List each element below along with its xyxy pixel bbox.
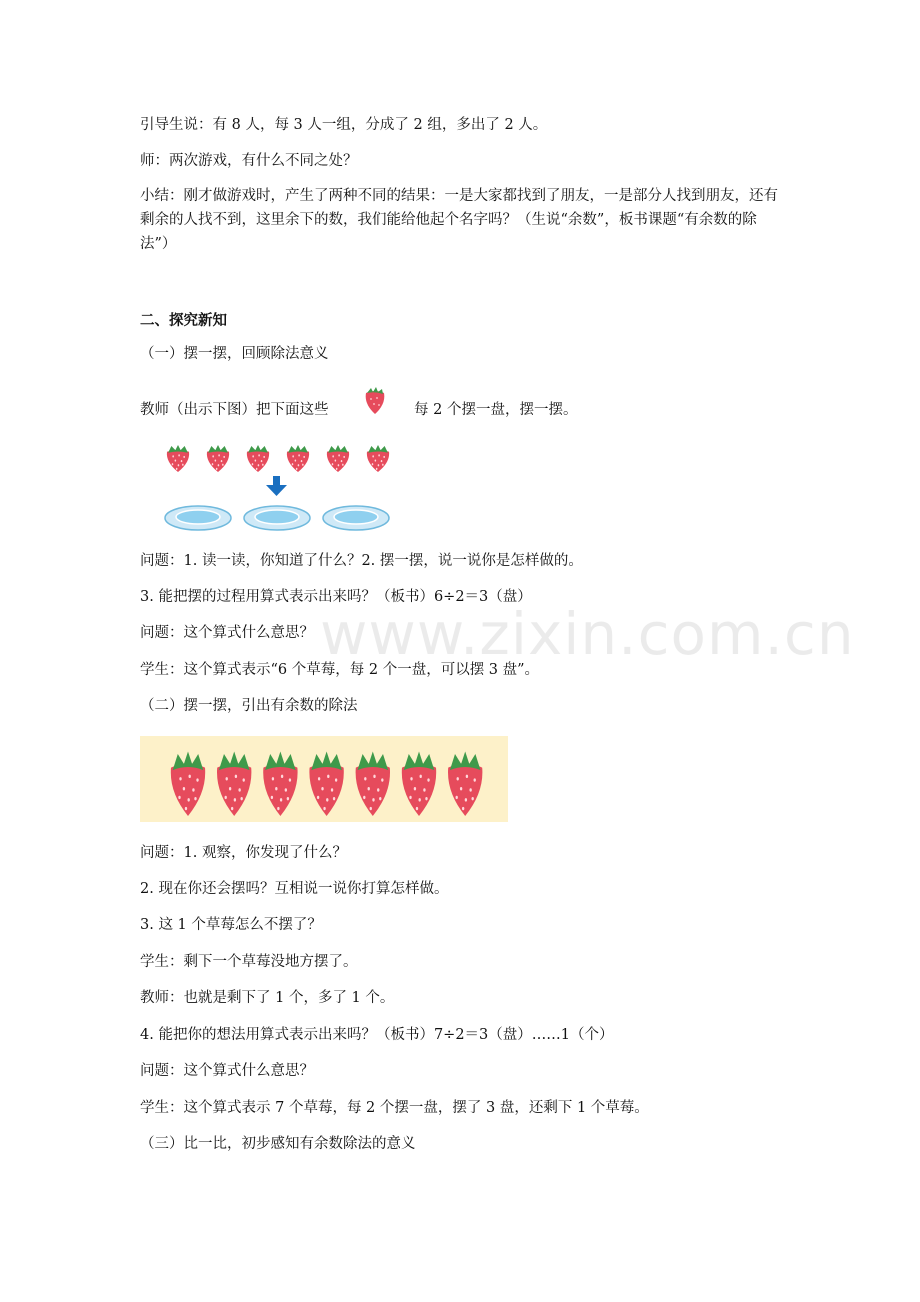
- strawberry-icon: [287, 445, 309, 472]
- strawberry-icon: [327, 445, 349, 472]
- paragraph-summary: 小结：刚才做游戏时，产生了两种不同的结果：一是大家都找到了朋友，一是部分人找到朋友，还有剩余的人找不到，这里余下的数，我们能给他起个名字吗？（生说“余数”，板书课题“有余数的除法”）: [140, 188, 778, 252]
- strawberry-row-box: [140, 736, 508, 822]
- plate-icon: [165, 506, 231, 530]
- question-meaning-1: 问题：这个算式什么意思？: [140, 625, 314, 641]
- strawberry-icon: [171, 752, 205, 816]
- paragraph-intro: 引导生说：有 8 人，每 3 人一组，分成了 2 组，多出了 2 人。: [140, 117, 548, 133]
- plate-icon: [244, 506, 310, 530]
- strawberry-icon: [263, 752, 297, 816]
- subsection-3-title: （三）比一比，初步感知有余数除法的意义: [140, 1136, 416, 1152]
- strawberries-to-plates-figure: [160, 440, 400, 534]
- watermark: www.zixin.com.cn: [320, 600, 855, 668]
- strawberry-icon: [402, 752, 436, 816]
- question-3b: 3. 这 1 个草莓怎么不摆了？: [140, 917, 322, 933]
- question-4: 4. 能把你的想法用算式表示出来吗？（板书）7÷2＝3（盘）……1（个）: [140, 1027, 614, 1043]
- strawberry-icon: [362, 386, 388, 416]
- subsection-2-title: （二）摆一摆，引出有余数的除法: [140, 698, 358, 714]
- strawberry-icon: [247, 445, 269, 472]
- student-answer-1: 学生：这个算式表示“6 个草莓，每 2 个一盘，可以摆 3 盘”。: [140, 662, 540, 678]
- arrow-down-icon: [266, 476, 287, 496]
- strawberry-icon: [217, 752, 251, 816]
- question-meaning-2: 问题：这个算式什么意思？: [140, 1063, 314, 1079]
- teacher-remark: 教师：也就是剩下了 1 个，多了 1 个。: [140, 990, 395, 1006]
- question-3: 3. 能把摆的过程用算式表示出来吗？（板书）6÷2＝3（盘）: [140, 589, 532, 605]
- strawberry-icon: [167, 445, 189, 472]
- strawberry-icon: [309, 752, 343, 816]
- student-answer-3: 学生：这个算式表示 7 个草莓，每 2 个摆一盘，摆了 3 盘，还剩下 1 个草莓。: [140, 1100, 649, 1116]
- strawberry-icon: [367, 445, 389, 472]
- teacher-intro-text: 教师（出示下图）把下面这些: [140, 402, 329, 418]
- question-observe: 问题：1. 观察，你发现了什么？: [140, 845, 347, 861]
- paragraph-question: 师：两次游戏，有什么不同之处？: [140, 153, 358, 169]
- teacher-intro-text-2: 每 2 个摆一盘，摆一摆。: [414, 402, 578, 418]
- question-2b: 2. 现在你还会摆吗？互相说一说你打算怎样做。: [140, 881, 449, 897]
- section-title: 二、探究新知: [140, 312, 227, 329]
- subsection-1-title: （一）摆一摆，回顾除法意义: [140, 346, 329, 362]
- seven-strawberries: [140, 736, 508, 822]
- strawberry-icon: [356, 752, 390, 816]
- strawberry-icon: [448, 752, 482, 816]
- question-1-2: 问题：1. 读一读，你知道了什么？2. 摆一摆，说一说你是怎样做的。: [140, 553, 583, 569]
- plate-icon: [323, 506, 389, 530]
- student-answer-2: 学生：剩下一个草莓没地方摆了。: [140, 954, 358, 970]
- strawberry-icon: [207, 445, 229, 472]
